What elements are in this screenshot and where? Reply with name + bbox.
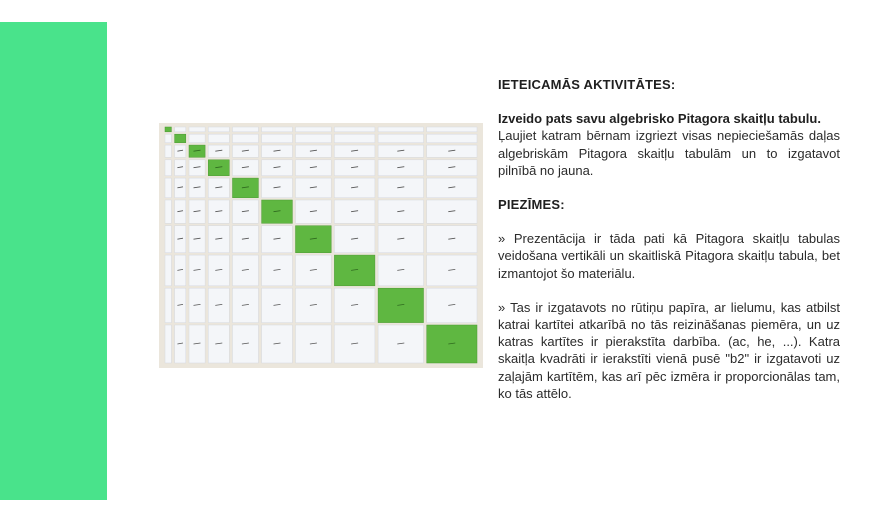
product-card (334, 145, 375, 157)
product-card (165, 255, 171, 286)
product-card (208, 134, 229, 143)
product-card (189, 325, 205, 363)
product-card (262, 145, 293, 157)
pythagoras-table-photo (159, 123, 483, 368)
product-card (189, 255, 205, 286)
product-card (334, 178, 375, 198)
product-card (296, 255, 332, 286)
product-card (378, 255, 423, 286)
product-card (233, 200, 259, 223)
activities-body: Ļaujiet katram bērnam izgriezt visas nepieciešamās daļas algebriskām Pitagora skaitļu tabulām un to izgatavot pilnībā no jauna. (498, 128, 840, 178)
green-square-card (233, 178, 259, 198)
product-card (334, 134, 375, 143)
product-card (233, 160, 259, 176)
product-card (189, 200, 205, 223)
product-card (427, 288, 477, 322)
product-card (189, 127, 205, 132)
product-card (427, 178, 477, 198)
product-card (165, 145, 171, 157)
product-card (262, 325, 293, 363)
product-card (378, 134, 423, 143)
product-card (233, 127, 259, 132)
product-card (165, 325, 171, 363)
product-card (233, 325, 259, 363)
product-card (165, 200, 171, 223)
activities-heading: IETEICAMĀS AKTIVITĀTES: (498, 77, 676, 92)
product-card (378, 325, 423, 363)
product-card (427, 134, 477, 143)
product-card (175, 255, 186, 286)
product-card (233, 255, 259, 286)
accent-bar (0, 22, 107, 500)
product-card (233, 288, 259, 322)
product-card (165, 160, 171, 176)
notes-paragraph-1: » Prezentācija ir tāda pati kā Pitagora skaitļu tabulas veidošana vertikāli un skaitliskā Pitagora skaitļu tabula, bet izmantojot šo materiālu. (498, 231, 840, 281)
product-card (189, 160, 205, 176)
product-card (262, 255, 293, 286)
product-card (189, 226, 205, 253)
product-card (175, 325, 186, 363)
product-card (378, 145, 423, 157)
notes-paragraph-2: » Tas ir izgatavots no rūtiņu papīra, ar lielumu, kas atbilst katrai kartītei atkarībā no tās reizināšanas piemēra, un uz katras kartītes ir pierakstīta darbība. (ac, he, ...). Katra skaitļa kvadrāti ir ierakstīti vienā pusē "b2" ir izgatavoti uz zaļajām kartītēm, kas arī pēc izmēra ir proporcionālas tam, ko tās attēlo. (498, 299, 840, 401)
product-card (208, 325, 229, 363)
product-card (189, 288, 205, 322)
product-card (175, 145, 186, 157)
product-card (427, 145, 477, 157)
green-square-card (334, 255, 375, 286)
product-card (334, 288, 375, 322)
product-card (189, 178, 205, 198)
product-card (334, 127, 375, 132)
green-square-card (189, 145, 205, 157)
product-card (296, 145, 332, 157)
product-card (427, 160, 477, 176)
product-card (208, 200, 229, 223)
product-card (296, 325, 332, 363)
product-card (334, 200, 375, 223)
product-card (208, 178, 229, 198)
product-card (262, 178, 293, 198)
green-square-card (208, 160, 229, 176)
text-column (498, 76, 840, 419)
product-card (175, 127, 186, 132)
product-card (165, 178, 171, 198)
product-card (427, 200, 477, 223)
product-card (233, 226, 259, 253)
product-card (175, 178, 186, 198)
product-card (378, 127, 423, 132)
product-card (175, 200, 186, 223)
product-card (296, 200, 332, 223)
product-card (175, 160, 186, 176)
product-card (296, 288, 332, 322)
product-card (378, 178, 423, 198)
product-card (208, 127, 229, 132)
product-card (165, 226, 171, 253)
product-card (427, 255, 477, 286)
product-card (208, 145, 229, 157)
product-card (233, 145, 259, 157)
product-card (427, 127, 477, 132)
product-card (296, 134, 332, 143)
product-card (296, 160, 332, 176)
product-card (378, 200, 423, 223)
product-card (334, 226, 375, 253)
product-card (262, 288, 293, 322)
product-card (165, 288, 171, 322)
product-card (208, 226, 229, 253)
card-grid (159, 123, 483, 368)
product-card (233, 134, 259, 143)
green-square-card (427, 325, 477, 363)
product-card (262, 226, 293, 253)
green-square-card (262, 200, 293, 223)
product-card (175, 288, 186, 322)
activities-lead: Izveido pats savu algebrisko Pitagora skaitļu tabulu. (498, 111, 821, 127)
green-square-card (175, 134, 186, 143)
product-card (262, 127, 293, 132)
product-card (378, 160, 423, 176)
product-card (296, 178, 332, 198)
green-square-card (296, 226, 332, 253)
green-square-card (165, 127, 171, 132)
product-card (427, 226, 477, 253)
product-card (262, 134, 293, 143)
product-card (165, 134, 171, 143)
activities-paragraph (498, 110, 840, 179)
green-square-card (378, 288, 423, 322)
product-card (175, 226, 186, 253)
product-card (334, 160, 375, 176)
product-card (334, 325, 375, 363)
product-card (208, 288, 229, 322)
product-card (189, 134, 205, 143)
product-card (262, 160, 293, 176)
product-card (296, 127, 332, 132)
product-card (208, 255, 229, 286)
product-card (378, 226, 423, 253)
notes-heading: PIEZĪMES: (498, 197, 565, 213)
